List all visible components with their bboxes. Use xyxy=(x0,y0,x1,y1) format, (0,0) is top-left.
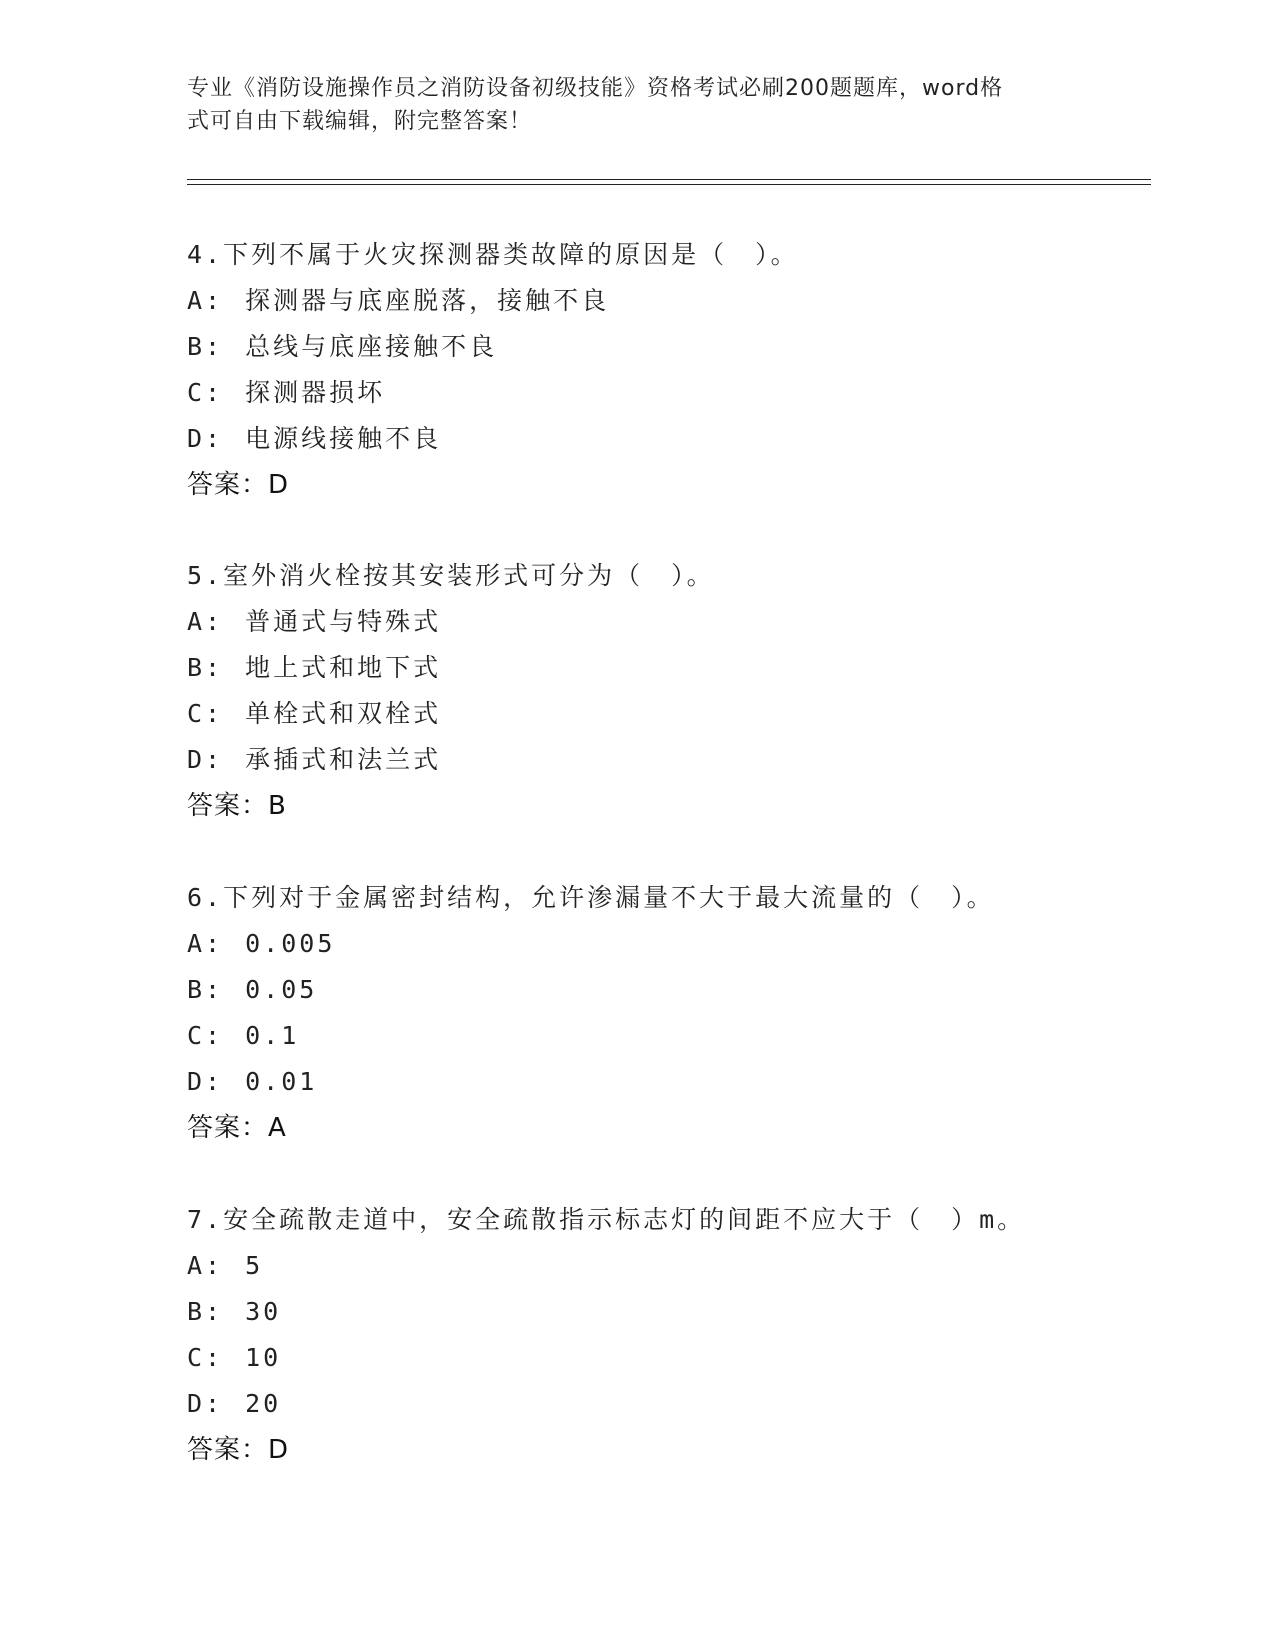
option-label: B: xyxy=(187,653,224,682)
question-6 xyxy=(187,875,1147,1151)
option-label: D: xyxy=(187,1067,224,1096)
option-label: C: xyxy=(187,1343,224,1372)
option-b xyxy=(187,324,1147,370)
option-label: D: xyxy=(187,745,224,774)
question-7 xyxy=(187,1197,1147,1473)
question-stem: 7.安全疏散走道中，安全疏散指示标志灯的间距不应大于（ ）m。 xyxy=(187,1205,1026,1234)
option-label: A: xyxy=(187,1251,224,1280)
option-label: C: xyxy=(187,378,224,407)
option-b xyxy=(187,967,1147,1013)
answer-line: 答案：B xyxy=(187,791,287,821)
option-text: 0.005 xyxy=(245,929,336,958)
option-d xyxy=(187,1059,1147,1105)
question-stem: 4.下列不属于火灾探测器类故障的原因是（ ）。 xyxy=(187,240,799,269)
answer-line: 答案：A xyxy=(187,1113,287,1143)
option-text: 探测器与底座脱落，接触不良 xyxy=(245,286,610,315)
option-label: B: xyxy=(187,975,224,1004)
option-text: 电源线接触不良 xyxy=(245,424,442,453)
option-label: A: xyxy=(187,929,224,958)
option-text: 0.01 xyxy=(245,1067,318,1096)
option-text: 普通式与特殊式 xyxy=(245,607,442,636)
question-5 xyxy=(187,553,1147,829)
answer-line: 答案：D xyxy=(187,1435,290,1465)
option-d xyxy=(187,737,1147,783)
question-stem: 5.室外消火栓按其安装形式可分为（ ）。 xyxy=(187,561,715,590)
option-text: 20 xyxy=(245,1389,282,1418)
question-4 xyxy=(187,232,1147,508)
option-b xyxy=(187,1289,1147,1335)
header-line-1: 专业《消防设施操作员之消防设备初级技能》资格考试必刷200题题库，word格 xyxy=(187,76,1004,101)
option-text: 承插式和法兰式 xyxy=(245,745,442,774)
document-header xyxy=(187,72,1067,138)
option-a xyxy=(187,921,1147,967)
question-stem: 6.下列对于金属密封结构，允许渗漏量不大于最大流量的（ ）。 xyxy=(187,883,995,912)
option-b xyxy=(187,645,1147,691)
option-label: B: xyxy=(187,1297,224,1326)
option-label: D: xyxy=(187,1389,224,1418)
option-c xyxy=(187,1335,1147,1381)
option-label: A: xyxy=(187,286,224,315)
header-divider-top xyxy=(187,179,1151,180)
option-a xyxy=(187,599,1147,645)
option-c xyxy=(187,1013,1147,1059)
option-label: C: xyxy=(187,699,224,728)
header-divider-bottom xyxy=(187,184,1151,185)
option-label: D: xyxy=(187,424,224,453)
option-label: B: xyxy=(187,332,224,361)
option-text: 地上式和地下式 xyxy=(245,653,442,682)
header-line-2: 式可自由下载编辑，附完整答案！ xyxy=(187,109,533,134)
option-text: 0.1 xyxy=(245,1021,300,1050)
option-label: A: xyxy=(187,607,224,636)
option-d xyxy=(187,1381,1147,1427)
option-text: 单栓式和双栓式 xyxy=(245,699,442,728)
option-c xyxy=(187,370,1147,416)
option-text: 探测器损坏 xyxy=(245,378,386,407)
option-d xyxy=(187,416,1147,462)
option-c xyxy=(187,691,1147,737)
option-a xyxy=(187,278,1147,324)
option-text: 30 xyxy=(245,1297,282,1326)
option-text: 5 xyxy=(245,1251,264,1280)
option-text: 10 xyxy=(245,1343,282,1372)
answer-line: 答案：D xyxy=(187,470,290,500)
option-a xyxy=(187,1243,1147,1289)
option-text: 0.05 xyxy=(245,975,318,1004)
option-label: C: xyxy=(187,1021,224,1050)
option-text: 总线与底座接触不良 xyxy=(245,332,498,361)
